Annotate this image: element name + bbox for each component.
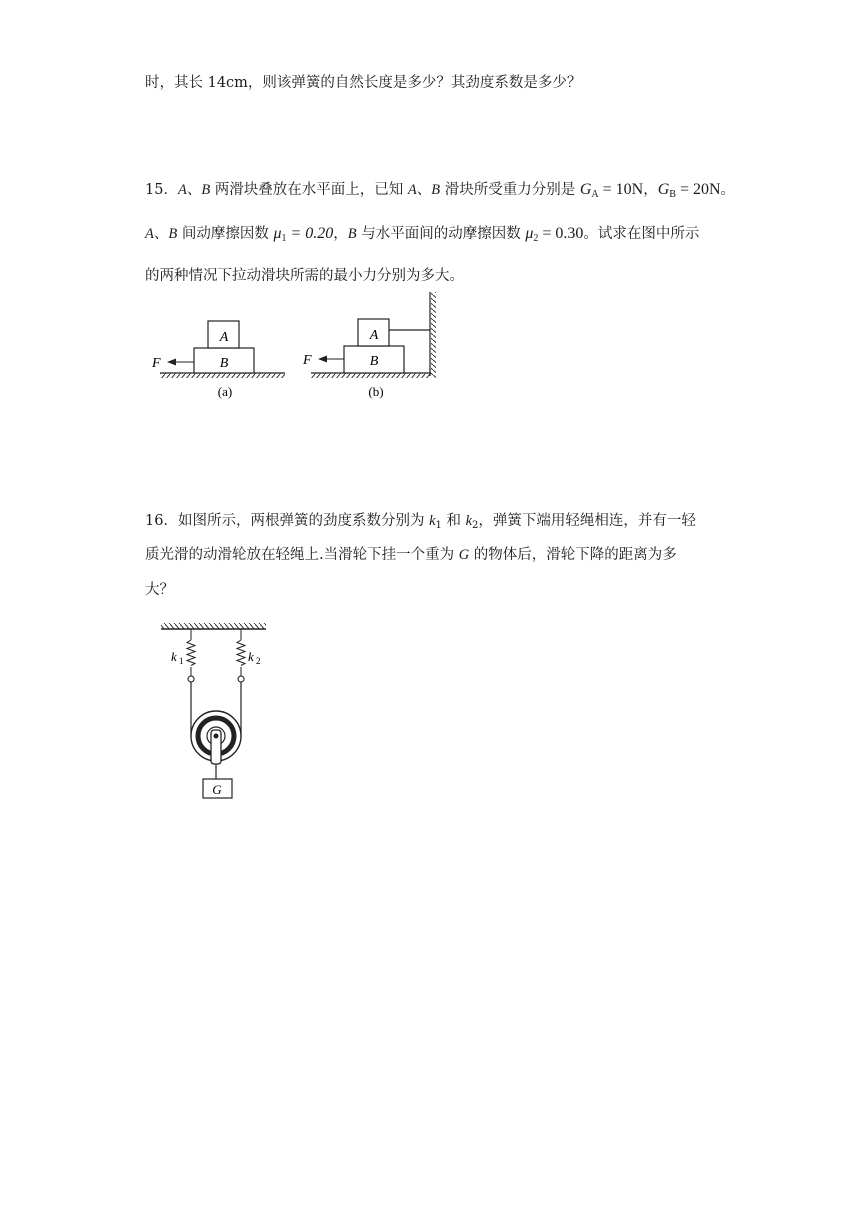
- label-g: G: [212, 782, 222, 797]
- ga-symbol: G: [579, 181, 592, 198]
- q16-line3: [145, 580, 174, 600]
- and: 和: [441, 513, 466, 529]
- label-k1-sub: 1: [179, 656, 184, 666]
- ga-value: = 10N: [598, 181, 644, 198]
- sep: 、: [416, 182, 432, 198]
- formula-gb: [658, 181, 721, 198]
- ground-hatch-b: [311, 373, 431, 378]
- formula-mu2: [525, 225, 583, 242]
- k2-subscript: 2: [472, 520, 479, 531]
- ga-subscript: A: [591, 189, 599, 200]
- wall-hatch: [431, 292, 436, 378]
- mu2-subscript: 2: [533, 233, 539, 244]
- q14-text: [145, 73, 581, 93]
- q15-line2-text3: 。试求在图中所示: [583, 226, 700, 242]
- gb-subscript: B: [669, 189, 676, 200]
- k1-subscript: 1: [435, 520, 442, 531]
- label-k2: k: [248, 649, 254, 664]
- mu1-subscript: 1: [281, 233, 287, 244]
- figure-b: [302, 292, 436, 399]
- var-k: k: [465, 513, 473, 529]
- q15-figure: [145, 290, 455, 405]
- label-k1: k: [171, 649, 177, 664]
- q14-tail: 时，其长 14cm，则该弹簧的自然长度是多少？其劲度系数是多少？: [145, 75, 582, 91]
- q16-line2: [145, 545, 677, 565]
- mu2-value: = 0.30: [538, 225, 584, 242]
- arrowhead-a: [167, 359, 176, 366]
- label-f-b: F: [303, 353, 312, 368]
- q16-line3-text: 大？: [145, 582, 174, 598]
- label-b-a: B: [219, 356, 229, 371]
- var-a: A: [407, 182, 417, 198]
- q15-text1: 两滑块叠放在水平面上，已知: [210, 182, 408, 198]
- label-b-b: B: [369, 354, 379, 369]
- comma: ，: [333, 226, 348, 242]
- formula-mu1: [273, 225, 333, 242]
- q16-line2-a: 质光滑的动滑轮放在轻绳上.当滑轮下挂一个重为: [145, 547, 459, 563]
- var-b: B: [431, 182, 441, 198]
- var-g: G: [458, 547, 470, 563]
- gb-symbol: G: [657, 181, 670, 198]
- gb-value: = 20N: [675, 181, 721, 198]
- spring-k2: [237, 629, 245, 682]
- formula-ga: [580, 181, 643, 198]
- q16-text1: 如图所示，两根弹簧的劲度系数分别为: [177, 513, 430, 529]
- var-b: B: [168, 226, 178, 242]
- var-k: k: [429, 513, 436, 529]
- label-a-a: A: [219, 330, 229, 345]
- mu-symbol: μ: [525, 225, 534, 242]
- sep: 、: [186, 182, 202, 198]
- var-b: B: [201, 182, 211, 198]
- period: 。: [720, 182, 736, 198]
- label-k2-sub: 2: [256, 656, 261, 666]
- sep: 、: [153, 226, 169, 242]
- q15-line1: [145, 180, 735, 205]
- q15-line3: [145, 266, 464, 286]
- q16-line1: [145, 511, 696, 536]
- var-a: A: [145, 226, 154, 242]
- comma: ，: [643, 182, 658, 198]
- label-a-b: A: [369, 328, 379, 343]
- q15-line3-text: 的两种情况下拉动滑块所需的最小力分别为多大。: [145, 268, 464, 284]
- caption-b: (b): [368, 384, 384, 399]
- spring-k1: [187, 629, 195, 682]
- ground-hatch-a: [160, 373, 285, 378]
- q15-line2-text2: 与水平面间的动摩擦因数: [356, 226, 526, 242]
- q15-text2: 滑块所受重力分别是: [440, 182, 580, 198]
- mu-symbol: μ: [273, 225, 282, 242]
- label-f-a: F: [152, 356, 161, 371]
- mu1-value: = 0.20: [286, 225, 334, 242]
- q15-line2-text1: 间动摩擦因数: [177, 226, 274, 242]
- q15-number: 15．: [145, 182, 178, 198]
- figure-a: [151, 321, 285, 399]
- pulley: [191, 711, 241, 764]
- q15-line2: [145, 224, 699, 249]
- q16-text2: ，弹簧下端用轻绳相连，并有一轻: [478, 513, 696, 529]
- q16-figure: [155, 618, 275, 803]
- var-b: B: [347, 226, 357, 242]
- var-a: A: [177, 182, 187, 198]
- q16-line2-b: 的物体后，滑轮下降的距离为多: [469, 547, 677, 563]
- caption-a: (a): [217, 384, 233, 399]
- arrowhead-b: [318, 356, 327, 363]
- q16-number: 16．: [145, 513, 178, 529]
- ceiling-hatch: [161, 623, 266, 629]
